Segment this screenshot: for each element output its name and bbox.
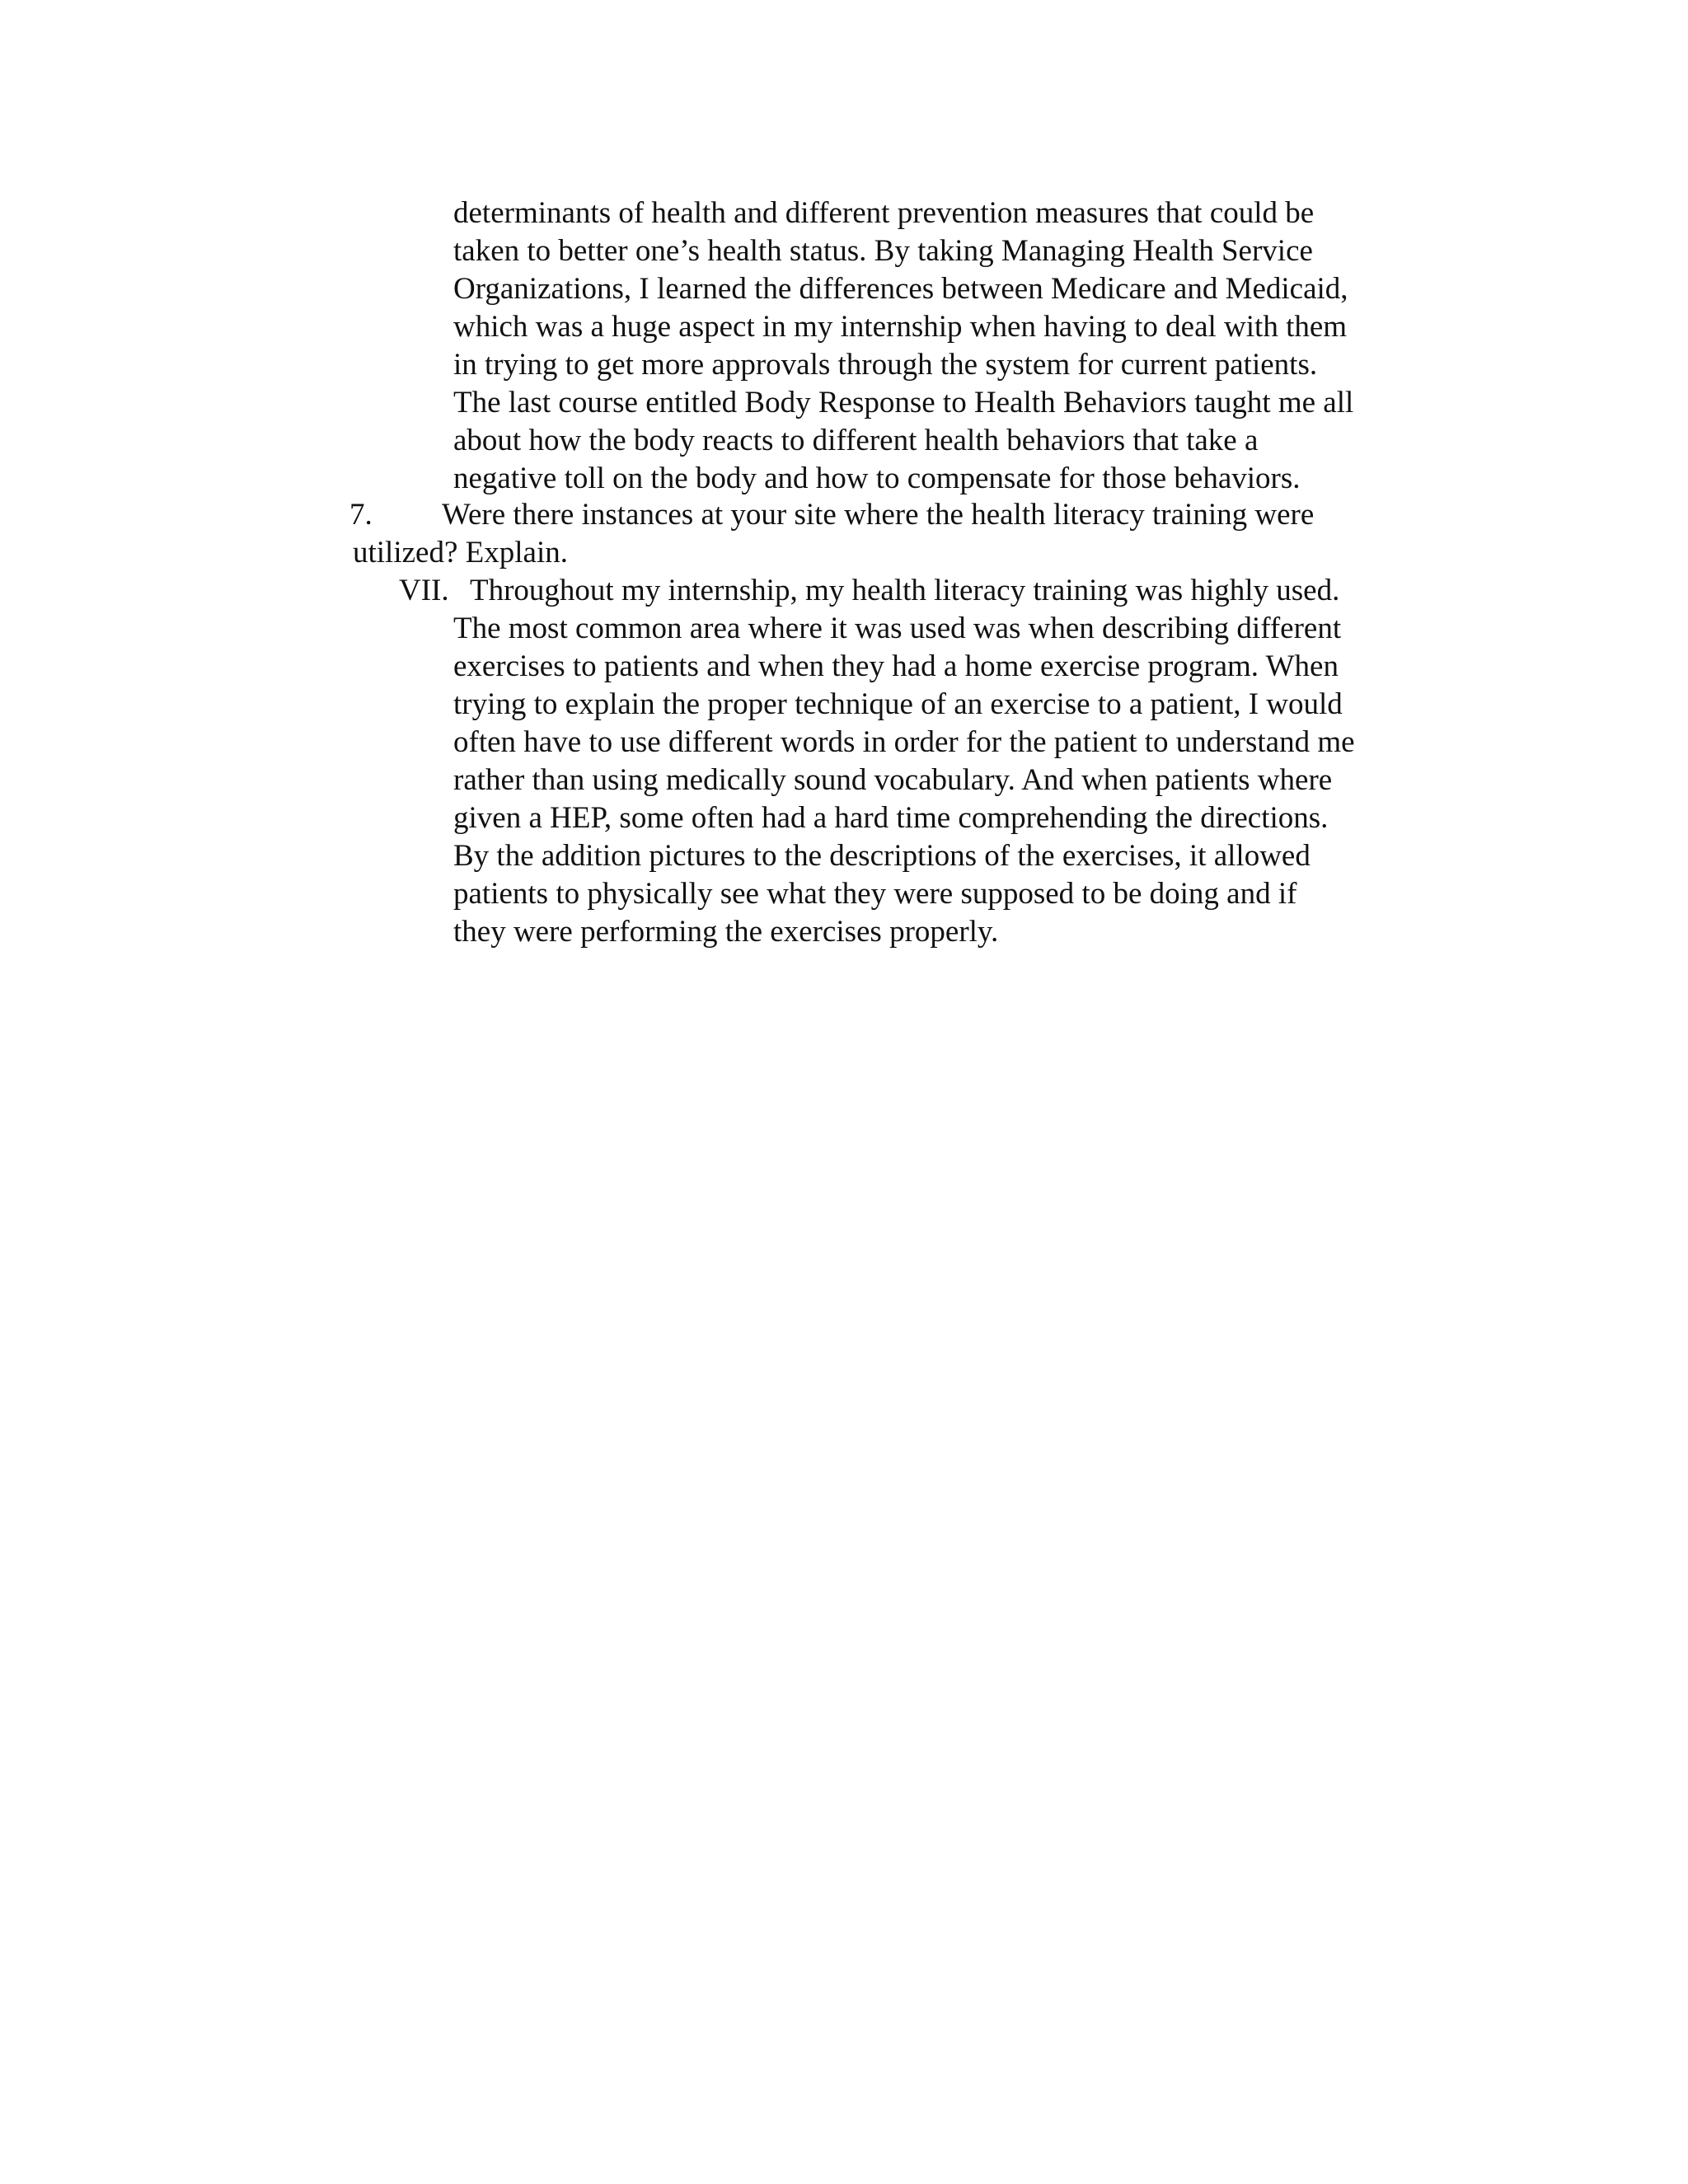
- answer-label: VII.: [399, 574, 449, 607]
- answer-line: patients to physically see what they were supposed to be doing and if: [453, 877, 1297, 911]
- paragraph-line: determinants of health and different prevention measures that could be: [453, 196, 1315, 230]
- paragraph-line: negative toll on the body and how to compensate for those behaviors.: [453, 462, 1301, 495]
- paragraph-line: about how the body reacts to different health behaviors that take a: [453, 424, 1259, 457]
- answer-line: given a HEP, some often had a hard time comprehending the directions.: [453, 801, 1329, 835]
- paragraph-line: in trying to get more approvals through the system for current patients.: [453, 348, 1318, 382]
- answer-line: rather than using medically sound vocabulary. And when patients where: [453, 763, 1333, 797]
- answer-line: they were performing the exercises properly.: [453, 915, 999, 949]
- paragraph-line: The last course entitled Body Response to Health Behaviors taught me all: [453, 386, 1354, 419]
- question-text: Were there instances at your site where the health literacy training were: [442, 498, 1315, 532]
- paragraph-line: Organizations, I learned the differences between Medicare and Medicaid,: [453, 272, 1348, 306]
- answer-line: exercises to patients and when they had a home exercise program. When: [453, 649, 1339, 683]
- answer-first-line: Throughout my internship, my health literacy training was highly used.: [470, 574, 1340, 607]
- answer-line: The most common area where it was used was when describing different: [453, 612, 1342, 645]
- question-text-continued: utilized? Explain.: [353, 536, 568, 569]
- answer-line: trying to explain the proper technique of an exercise to a patient, I would: [453, 687, 1343, 721]
- question-number: 7.: [349, 498, 373, 532]
- paragraph-line: taken to better one’s health status. By taking Managing Health Service: [453, 234, 1313, 268]
- answer-line: often have to use different words in order for the patient to understand me: [453, 725, 1355, 759]
- paragraph-line: which was a huge aspect in my internship when having to deal with them: [453, 310, 1348, 344]
- answer-line: By the addition pictures to the descriptions of the exercises, it allowed: [453, 839, 1311, 873]
